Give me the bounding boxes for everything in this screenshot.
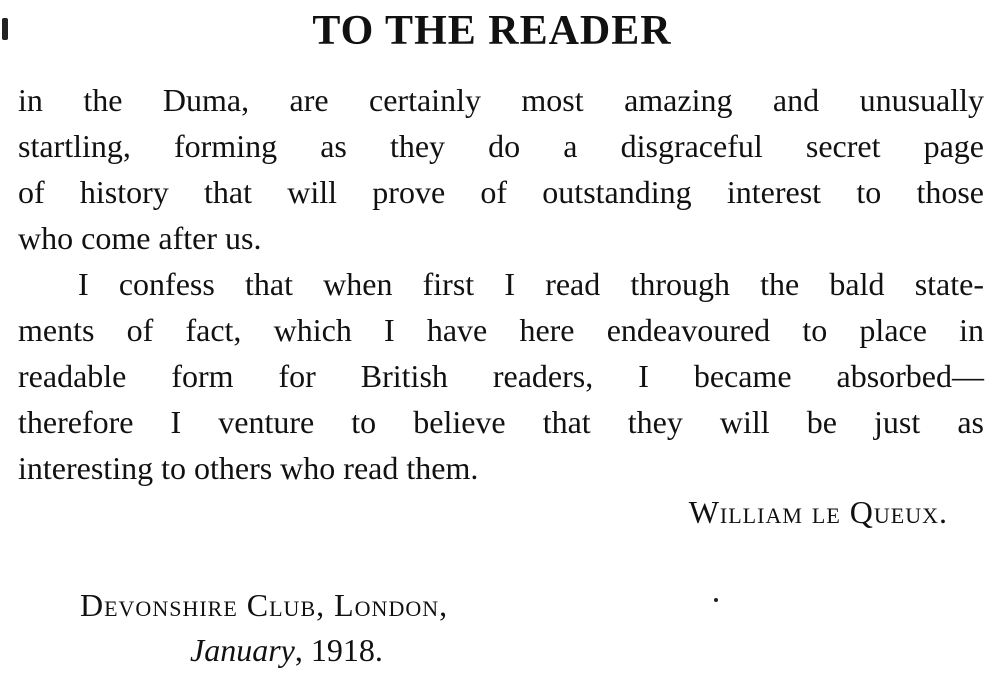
letter-location: Devonshire Club, London,	[80, 587, 449, 623]
paragraph-2-line-1: I confess that when first I read through the bald state-	[78, 266, 984, 302]
author-signature: William le Queux.	[688, 494, 948, 530]
paragraph-2-line-5: interesting to others who read them.	[18, 450, 479, 486]
scan-speck	[714, 598, 718, 602]
paragraph-1-line-1: in the Duma, are certainly most amazing and unusually	[18, 82, 984, 118]
scan-edge-mark	[2, 18, 8, 40]
paragraph-1-line-2: startling, forming as they do a disgraceful secret page	[18, 128, 984, 164]
paragraph-2-line-3: readable form for British readers, I became absorbed—	[18, 358, 984, 394]
paragraph-2-line-4: therefore I venture to believe that they will be just as	[18, 404, 984, 440]
date-year: , 1918.	[294, 632, 383, 668]
paragraph-2-line-2: ments of fact, which I have here endeavoured to place in	[18, 312, 984, 348]
letter-date	[190, 630, 383, 670]
paragraph-1-line-3: of history that will prove of outstanding interest to those	[18, 174, 984, 210]
page-heading: TO THE READER	[312, 8, 672, 54]
paragraph-1-line-4: who come after us.	[18, 220, 262, 256]
date-month: January	[190, 632, 295, 668]
